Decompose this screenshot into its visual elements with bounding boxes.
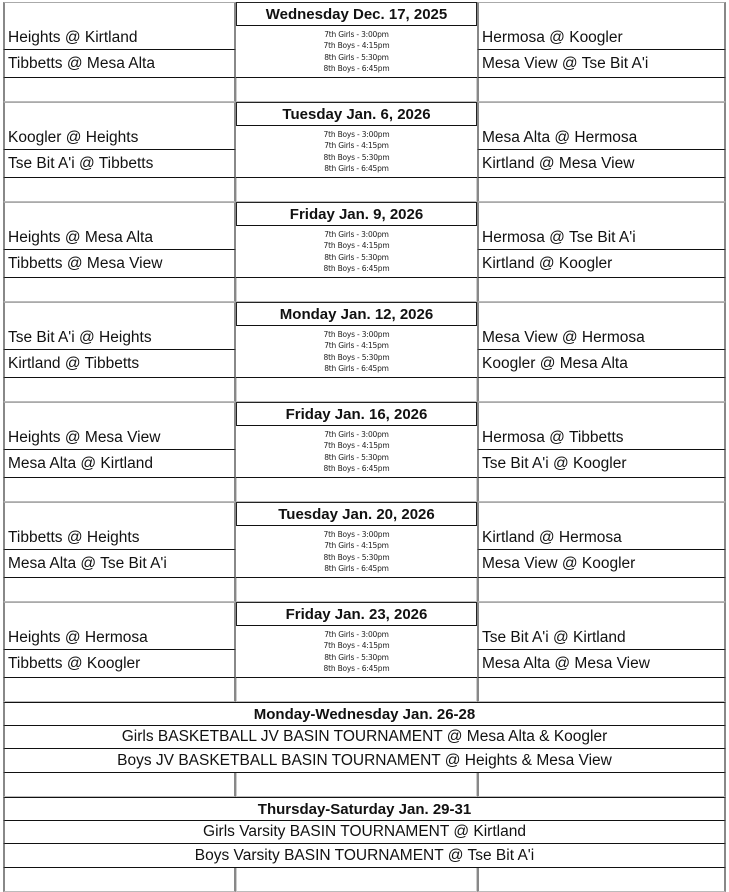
blank-cell[interactable] <box>477 478 726 502</box>
game-day-block <box>3 102 726 202</box>
tournament-line[interactable]: Boys Varsity BASIN TOURNAMENT @ Tse Bit A'i <box>3 844 726 868</box>
matchup-right[interactable]: Kirtland @ Hermosa <box>477 526 726 550</box>
matchup-left[interactable]: Tibbetts @ Koogler <box>3 650 236 678</box>
matchup-right[interactable]: Mesa View @ Koogler <box>477 550 726 578</box>
matchup-right[interactable]: Mesa Alta @ Hermosa <box>477 126 726 150</box>
time-slot: 8th Boys - 5:30pm <box>323 352 390 362</box>
game-day-block <box>3 502 726 602</box>
blank-cell[interactable] <box>3 578 236 602</box>
blank-cell[interactable] <box>477 302 726 326</box>
blank-cell[interactable] <box>236 773 477 797</box>
tournament-row <box>3 844 726 868</box>
time-slot: 7th Boys - 3:00pm <box>323 129 390 139</box>
blank-cell[interactable] <box>236 578 477 602</box>
tournament-dates[interactable]: Thursday-Saturday Jan. 29-31 <box>3 797 726 821</box>
tournament-line[interactable]: Girls Varsity BASIN TOURNAMENT @ Kirtland <box>3 821 726 844</box>
blank-cell[interactable] <box>3 2 236 26</box>
blank-cell[interactable] <box>477 178 726 202</box>
blank-cell[interactable] <box>477 402 726 426</box>
date-header-row <box>3 302 726 326</box>
blank-cell[interactable] <box>236 178 477 202</box>
blank-cell[interactable] <box>3 78 236 102</box>
time-slot: 8th Girls - 6:45pm <box>324 564 389 573</box>
blank-cell[interactable] <box>3 102 236 126</box>
blank-cell[interactable] <box>3 302 236 326</box>
blank-cell[interactable] <box>477 602 726 626</box>
time-slot: 7th Girls - 4:15pm <box>324 541 389 550</box>
blank-cell[interactable] <box>236 278 477 302</box>
blank-cell[interactable] <box>3 868 236 892</box>
matchup-right[interactable]: Hermosa @ Tse Bit A'i <box>477 226 726 250</box>
blank-cell[interactable] <box>3 602 236 626</box>
game-times[interactable] <box>236 26 477 78</box>
matchup-left[interactable]: Tibbetts @ Mesa Alta <box>3 50 236 78</box>
game-date[interactable]: Friday Jan. 23, 2026 <box>236 602 477 626</box>
time-slot: 8th Boys - 6:45pm <box>323 64 390 73</box>
blank-cell[interactable] <box>477 578 726 602</box>
time-slot: 7th Boys - 4:15pm <box>323 41 390 50</box>
matchup-left[interactable]: Mesa Alta @ Tse Bit A'i <box>3 550 236 578</box>
blank-cell[interactable] <box>3 502 236 526</box>
game-date[interactable]: Friday Jan. 9, 2026 <box>236 202 477 226</box>
spacer-row <box>3 773 726 797</box>
tournament-row <box>3 726 726 749</box>
game-times[interactable] <box>236 226 477 278</box>
matchup-left[interactable]: Heights @ Mesa Alta <box>3 226 236 250</box>
game-day-block <box>3 202 726 302</box>
matchup-right[interactable]: Kirtland @ Mesa View <box>477 150 726 178</box>
time-slot: 7th Boys - 4:15pm <box>323 641 390 650</box>
game-date[interactable]: Friday Jan. 16, 2026 <box>236 402 477 426</box>
tournament-block <box>3 702 726 797</box>
time-slot: 7th Boys - 3:00pm <box>323 329 390 339</box>
matchup-left[interactable]: Heights @ Kirtland <box>3 26 236 50</box>
time-slot: 8th Girls - 6:45pm <box>324 164 389 173</box>
spacer-row <box>3 478 726 502</box>
tournament-line[interactable]: Boys JV BASKETBALL BASIN TOURNAMENT @ Heights & Mesa View <box>3 749 726 773</box>
game-times[interactable] <box>236 326 477 378</box>
matchup-left[interactable]: Kirtland @ Tibbetts <box>3 350 236 378</box>
time-slot: 8th Girls - 5:30pm <box>324 252 389 262</box>
tournament-row <box>3 821 726 844</box>
tournament-date-row <box>3 797 726 821</box>
time-slot: 7th Girls - 4:15pm <box>324 141 389 150</box>
blank-cell[interactable] <box>477 378 726 402</box>
blank-cell[interactable] <box>3 773 236 797</box>
blank-cell[interactable] <box>477 202 726 226</box>
spacer-row <box>3 278 726 302</box>
game-times[interactable] <box>236 626 477 678</box>
tournament-block <box>3 797 726 892</box>
spacer-row <box>3 678 726 702</box>
date-header-row <box>3 502 726 526</box>
blank-cell[interactable] <box>236 378 477 402</box>
matchup-left[interactable]: Tse Bit A'i @ Tibbetts <box>3 150 236 178</box>
game-day-block <box>3 302 726 402</box>
time-slot: 7th Girls - 4:15pm <box>324 341 389 350</box>
tournament-dates[interactable]: Monday-Wednesday Jan. 26-28 <box>3 702 726 726</box>
blank-cell[interactable] <box>477 773 726 797</box>
blank-cell[interactable] <box>3 378 236 402</box>
blank-cell[interactable] <box>3 278 236 302</box>
game-day-block <box>3 2 726 102</box>
blank-cell[interactable] <box>477 678 726 702</box>
game-date[interactable]: Tuesday Jan. 6, 2026 <box>236 102 477 126</box>
game-day-block <box>3 402 726 502</box>
blank-cell[interactable] <box>3 478 236 502</box>
matchup-right[interactable]: Kirtland @ Koogler <box>477 250 726 278</box>
blank-cell[interactable] <box>477 78 726 102</box>
tournament-line[interactable]: Girls BASKETBALL JV BASIN TOURNAMENT @ Mesa Alta & Koogler <box>3 726 726 749</box>
spacer-row <box>3 868 726 892</box>
matchup-right[interactable]: Mesa View @ Hermosa <box>477 326 726 350</box>
matchup-left[interactable]: Heights @ Mesa View <box>3 426 236 450</box>
date-header-row <box>3 202 726 226</box>
tournament-date-row <box>3 702 726 726</box>
matchup-right[interactable]: Mesa View @ Tse Bit A'i <box>477 50 726 78</box>
matchup-right[interactable]: Tse Bit A'i @ Koogler <box>477 450 726 478</box>
spacer-row <box>3 178 726 202</box>
date-header-row <box>3 602 726 626</box>
date-header-row <box>3 2 726 26</box>
matchup-right[interactable]: Hermosa @ Tibbetts <box>477 426 726 450</box>
tournament-row <box>3 749 726 773</box>
time-slot: 8th Girls - 5:30pm <box>324 52 389 62</box>
date-header-row <box>3 102 726 126</box>
time-slot: 7th Girls - 3:00pm <box>324 429 389 439</box>
spacer-row <box>3 78 726 102</box>
time-slot: 8th Girls - 5:30pm <box>324 452 389 462</box>
time-slot: 7th Boys - 3:00pm <box>323 529 390 539</box>
matchup-right[interactable]: Tse Bit A'i @ Kirtland <box>477 626 726 650</box>
game-day-block <box>3 602 726 702</box>
blank-cell[interactable] <box>236 478 477 502</box>
time-slot: 7th Girls - 3:00pm <box>324 629 389 639</box>
time-slot: 8th Boys - 6:45pm <box>323 664 390 673</box>
time-slot: 7th Boys - 4:15pm <box>323 441 390 450</box>
blank-cell[interactable] <box>236 78 477 102</box>
time-slot: 8th Boys - 6:45pm <box>323 464 390 473</box>
time-slot: 7th Girls - 3:00pm <box>324 229 389 239</box>
date-header-row <box>3 402 726 426</box>
blank-cell[interactable] <box>236 868 477 892</box>
game-date[interactable]: Tuesday Jan. 20, 2026 <box>236 502 477 526</box>
blank-cell[interactable] <box>477 868 726 892</box>
matchup-right[interactable]: Hermosa @ Koogler <box>477 26 726 50</box>
time-slot: 8th Girls - 5:30pm <box>324 652 389 662</box>
matchup-left[interactable]: Tibbetts @ Heights <box>3 526 236 550</box>
blank-cell[interactable] <box>477 102 726 126</box>
blank-cell[interactable] <box>236 678 477 702</box>
matchup-left[interactable]: Tse Bit A'i @ Heights <box>3 326 236 350</box>
blank-cell[interactable] <box>3 202 236 226</box>
time-slot: 7th Girls - 3:00pm <box>324 29 389 39</box>
blank-cell[interactable] <box>477 278 726 302</box>
time-slot: 7th Boys - 4:15pm <box>323 241 390 250</box>
schedule-sheet <box>3 2 726 892</box>
matchup-left[interactable]: Mesa Alta @ Kirtland <box>3 450 236 478</box>
spacer-row <box>3 378 726 402</box>
matchup-left[interactable]: Tibbetts @ Mesa View <box>3 250 236 278</box>
game-times[interactable] <box>236 526 477 578</box>
game-date[interactable]: Monday Jan. 12, 2026 <box>236 302 477 326</box>
time-slot: 8th Girls - 6:45pm <box>324 364 389 373</box>
game-date[interactable]: Wednesday Dec. 17, 2025 <box>236 2 477 26</box>
time-slot: 8th Boys - 6:45pm <box>323 264 390 273</box>
blank-cell[interactable] <box>477 502 726 526</box>
matchup-left[interactable]: Koogler @ Heights <box>3 126 236 150</box>
blank-cell[interactable] <box>477 2 726 26</box>
matchup-left[interactable]: Heights @ Hermosa <box>3 626 236 650</box>
time-slot: 8th Boys - 5:30pm <box>323 152 390 162</box>
time-slot: 8th Boys - 5:30pm <box>323 552 390 562</box>
spacer-row <box>3 578 726 602</box>
blank-cell[interactable] <box>3 402 236 426</box>
matchup-right[interactable]: Mesa Alta @ Mesa View <box>477 650 726 678</box>
game-times[interactable] <box>236 426 477 478</box>
matchup-right[interactable]: Koogler @ Mesa Alta <box>477 350 726 378</box>
game-times[interactable] <box>236 126 477 178</box>
blank-cell[interactable] <box>3 678 236 702</box>
blank-cell[interactable] <box>3 178 236 202</box>
